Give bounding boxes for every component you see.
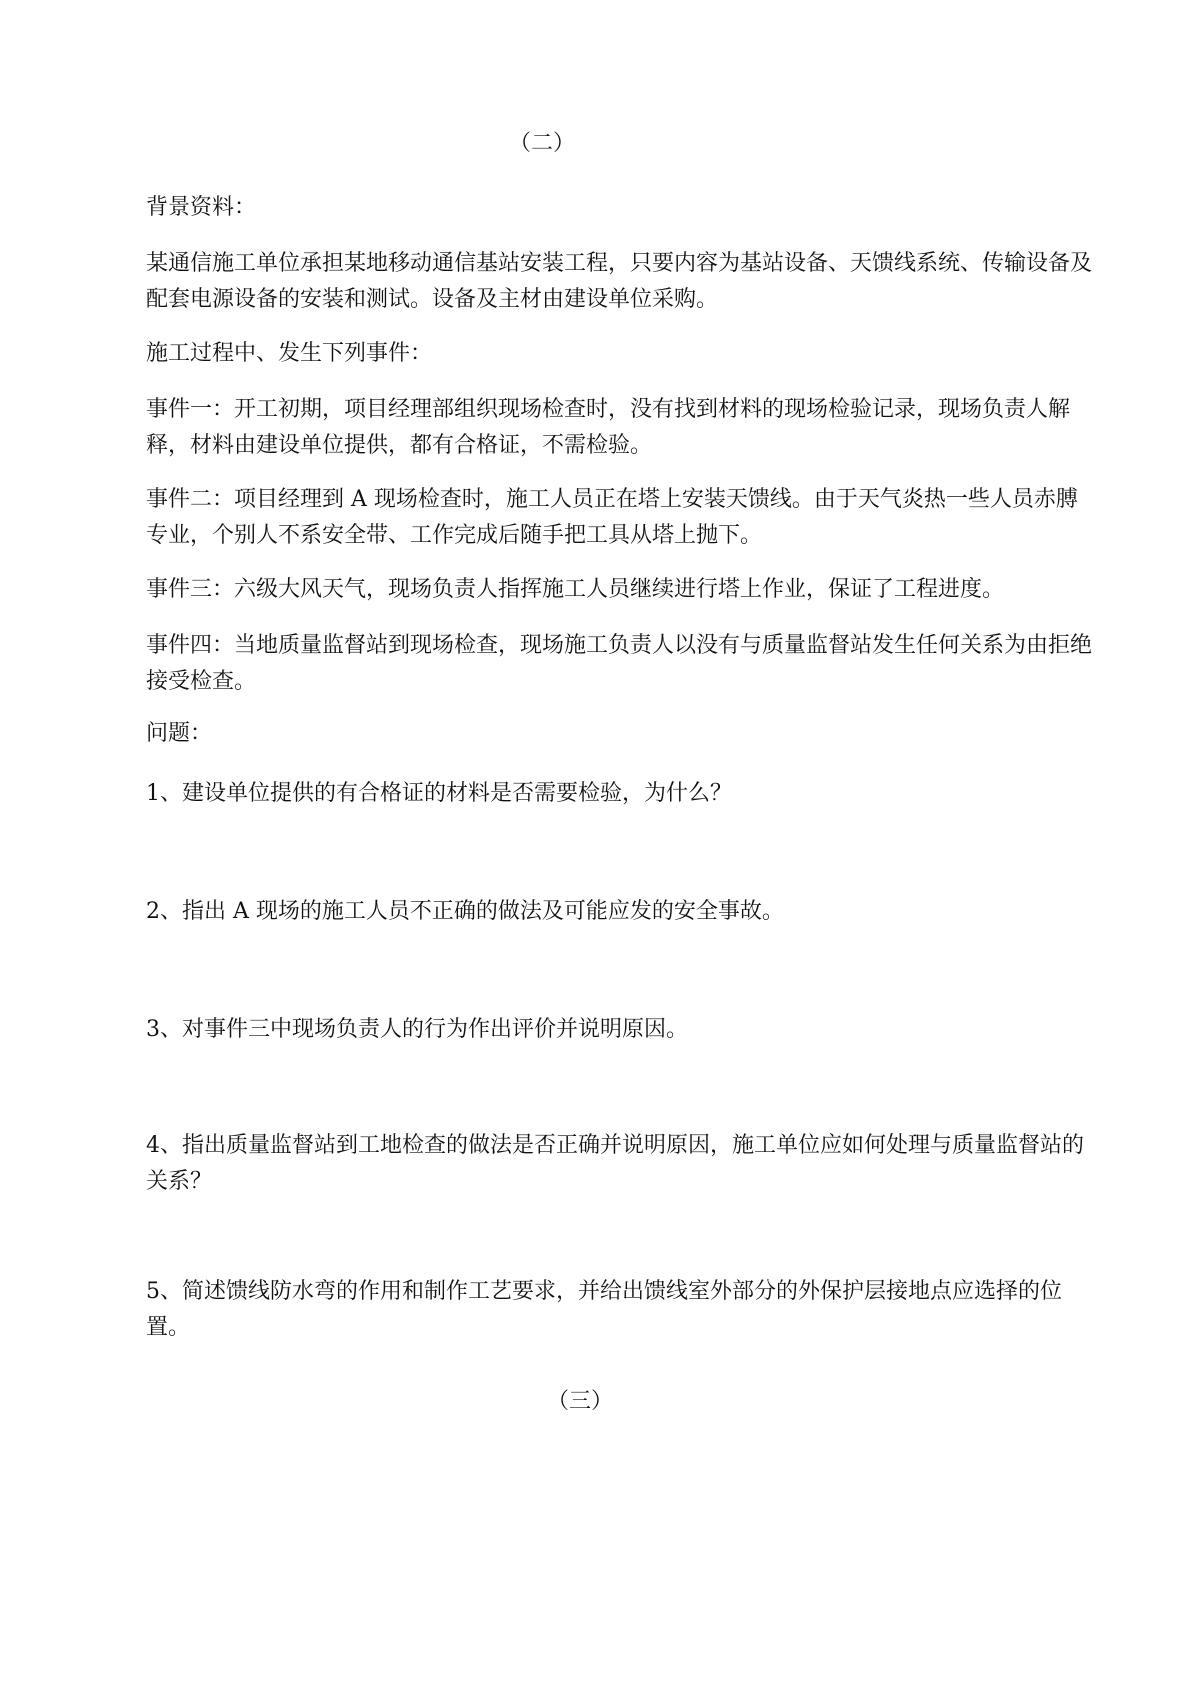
question-5: 5、简述馈线防水弯的作用和制作工艺要求，并给出馈线室外部分的外保护层接地点应选择的位置。 xyxy=(146,1279,1063,1340)
questions-label: 问题： xyxy=(146,721,213,746)
background-text: 某通信施工单位承担某地移动通信基站安装工程，只要内容为基站设备、天馈线系统、传输设备及配套电源设备的安装和测试。设备及主材由建设单位采购。 xyxy=(146,251,1093,312)
event-1: 事件一：开工初期，项目经理部组织现场检查时，没有找到材料的现场检验记录，现场负责人解释，材料由建设单位提供，都有合格证，不需检验。 xyxy=(146,397,1071,458)
section-heading-3: （三） xyxy=(546,1389,613,1414)
question-1: 1、建设单位提供的有合格证的材料是否需要检验，为什么？ xyxy=(146,781,732,806)
question-3: 3、对事件三中现场负责人的行为作出评价并说明原因。 xyxy=(146,1017,688,1042)
background-label: 背景资料： xyxy=(146,195,257,220)
events-intro: 施工过程中、发生下列事件： xyxy=(146,341,433,366)
event-2: 事件二：项目经理到 A 现场检查时，施工人员正在塔上安装天馈线。由于天气炎热一些人员赤膊专业，个别人不系安全带、工作完成后随手把工具从塔上抛下。 xyxy=(146,487,1078,548)
question-2: 2、指出 A 现场的施工人员不正确的做法及可能应发的安全事故。 xyxy=(146,899,784,924)
event-3: 事件三：六级大风天气，现场负责人指挥施工人员继续进行塔上作业，保证了工程进度。 xyxy=(146,577,1005,602)
event-4: 事件四：当地质量监督站到现场检查，现场施工负责人以没有与质量监督站发生任何关系为由拒绝接受检查。 xyxy=(146,633,1093,694)
question-4: 4、指出质量监督站到工地检查的做法是否正确并说明原因，施工单位应如何处理与质量监督站的关系？ xyxy=(146,1133,1085,1194)
section-heading-2: （二） xyxy=(508,131,575,156)
